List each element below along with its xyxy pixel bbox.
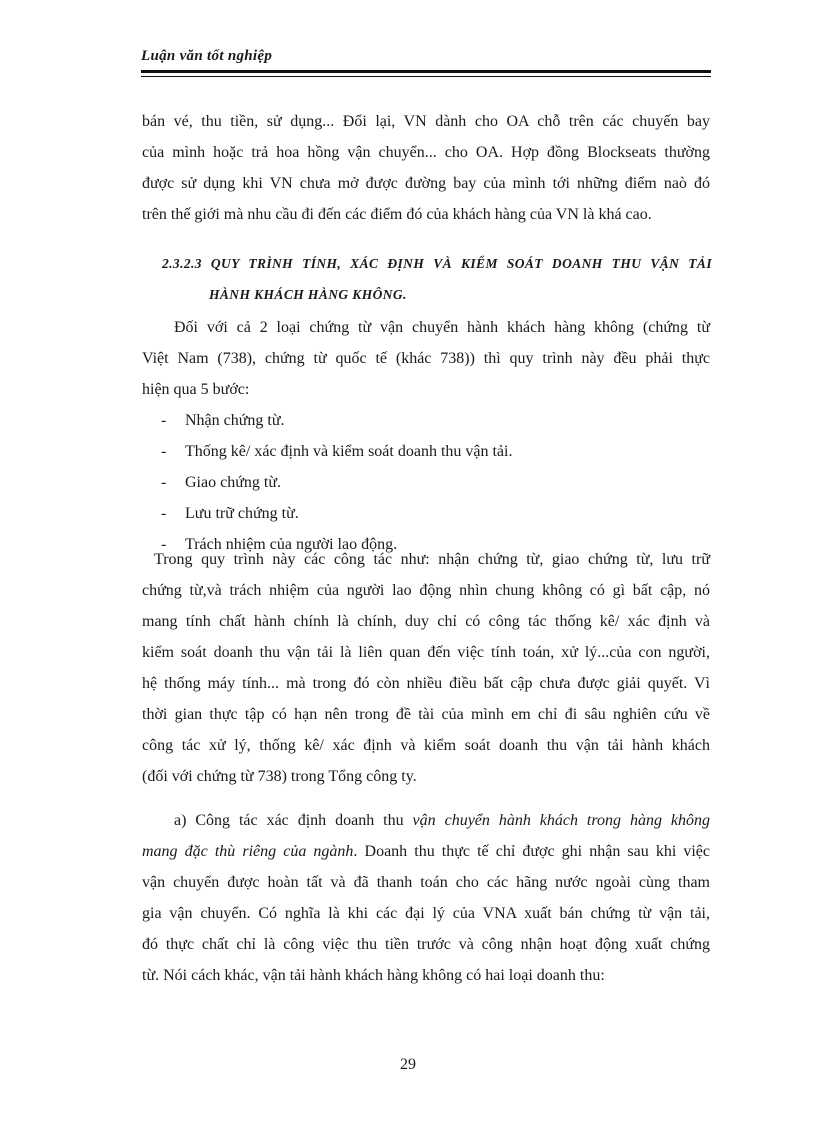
paragraph-line: vận chuyển được hoàn tất và đã thanh toán cho các hãng nước ngoài cùng tham <box>142 874 710 891</box>
list-item <box>161 467 512 498</box>
bullet-marker: - <box>161 505 167 522</box>
paragraph-2 <box>142 312 710 405</box>
section-heading-line-1: 2.3.2.3 QUY TRÌNH TÍNH, XÁC ĐỊNH VÀ KIỂM SOÁT DOANH THU VẬN TẢI <box>162 256 712 271</box>
paragraph-line: chứng từ,và trách nhiệm của người lao động nhìn chung không có gì bất cập, nó <box>142 582 710 599</box>
section-heading <box>162 248 712 310</box>
list-item-text: Giao chứng từ. <box>185 474 281 491</box>
paragraph-1 <box>142 106 710 230</box>
paragraph-line: Việt Nam (738), chứng từ quốc tế (khác 738)) thì quy trình này đều phải thực <box>142 350 710 367</box>
paragraph-line: hệ thống máy tính... mà trong đó còn nhiều điều bất cập chưa được giải quyết. Vì <box>142 675 710 692</box>
paragraph-line: từ. Nói cách khác, vận tải hành khách hàng không có hai loại doanh thu: <box>142 967 605 984</box>
paragraph-line <box>142 805 710 836</box>
bullet-marker: - <box>161 474 167 491</box>
paragraph-line: gia vận chuyển. Có nghĩa là khi các đại lý của VNA xuất bán chứng từ vận tải, <box>142 905 710 922</box>
paragraph-line <box>142 836 710 867</box>
paragraph-line: Đối với cả 2 loại chứng từ vận chuyển hành khách hàng không (chứng từ <box>174 319 710 336</box>
list-item-text: Lưu trữ chứng từ. <box>185 505 299 522</box>
header-title: Luận văn tốt nghiệp <box>141 48 273 64</box>
emphasis-run: vận chuyển hành khách trong hàng không <box>412 812 710 829</box>
emphasis-run: mang đặc thù riêng của ngành <box>142 843 354 860</box>
text-run: a) Công tác xác định doanh thu <box>174 812 413 829</box>
header-rule-thick <box>141 70 711 73</box>
list-item-text: Trách nhiệm của người lao động. <box>185 536 398 553</box>
paragraph-line: trên thế giới mà nhu cầu đi đến các điểm đó của khách hàng của VN là khá cao. <box>142 206 652 223</box>
paragraph-line: đó thực chất chỉ là công việc thu tiền trước và công nhận hoạt động xuất chứng <box>142 936 710 953</box>
paragraph-line: bán vé, thu tiền, sử dụng... Đổi lại, VN dành cho OA chỗ trên các chuyến bay <box>142 113 710 130</box>
paragraph-4 <box>142 805 710 991</box>
paragraph-line: thời gian thực tập có hạn nên trong đề tài của mình em chỉ đi sâu nghiên cứu về <box>142 706 710 723</box>
paragraph-3 <box>142 544 710 792</box>
bullet-marker: - <box>161 536 167 553</box>
page-number: 29 <box>400 1056 416 1073</box>
list-item-text: Nhận chứng từ. <box>185 412 285 429</box>
text-run: . Doanh thu thực tế chỉ được ghi nhận sau khi việc <box>353 843 710 860</box>
list-item-text: Thống kê/ xác định và kiểm soát doanh thu vận tải. <box>185 443 513 460</box>
bullet-marker: - <box>161 443 167 460</box>
paragraph-line: kiểm soát doanh thu vận tải là liên quan đến việc tính toán, xử lý...của con người, <box>142 644 710 661</box>
list-item <box>161 405 512 436</box>
header-rule-thin <box>141 76 711 77</box>
paragraph-line: Trong quy trình này các công tác như: nhận chứng từ, giao chứng từ, lưu trữ <box>154 551 710 568</box>
paragraph-line: công tác xử lý, thống kê/ xác định và kiểm soát doanh thu vận tải hành khách <box>142 737 710 754</box>
paragraph-line: được sử dụng khi VN chưa mở được đường bay của mình tới những điểm naò đó <box>142 175 710 192</box>
paragraph-line: hiện qua 5 bước: <box>142 381 250 398</box>
bullet-marker: - <box>161 412 167 429</box>
step-list <box>161 405 512 560</box>
list-item <box>161 498 512 529</box>
paragraph-line: của mình hoặc trả hoa hồng vận chuyển... cho OA. Hợp đồng Blockseats thường <box>142 144 710 161</box>
section-heading-line-2: HÀNH KHÁCH HÀNG KHÔNG. <box>209 287 407 302</box>
paragraph-line: mang tính chất hành chính là chính, duy chỉ có công tác thống kê/ xác định và <box>142 613 710 630</box>
paragraph-line: (đối với chứng từ 738) trong Tổng công ty. <box>142 768 417 785</box>
list-item <box>161 436 512 467</box>
